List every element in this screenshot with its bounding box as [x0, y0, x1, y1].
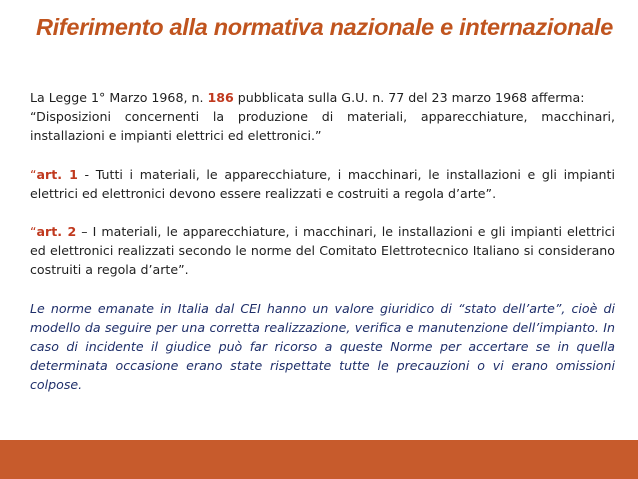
law-number: 186 — [207, 90, 234, 105]
article-1-text: - Tutti i materiali, le apparecchiature, i macchinari, le installazioni e gli impianti elettrici ed elettronici devono essere realizzati e costruiti a regola d’arte”. — [30, 166, 615, 201]
article-2-text: – I materiali, le apparecchiature, i macchinari, le installazioni e gli impianti elettrici ed elettronici realizzati secondo le norme del Comitato Elettrotecnico Italiano si considerano costruiti a regola d’arte”. — [30, 224, 615, 278]
law-title-quote: “Disposizioni concernenti la produzione di materiali, apparecchiature, macchinari, installazioni e impianti elettrici ed elettronici.” — [30, 109, 615, 144]
slide-title: Riferimento alla normativa nazionale e internazionale — [36, 14, 613, 40]
article-2-open-quote: “ — [30, 224, 37, 240]
article-2-paragraph — [30, 222, 615, 280]
bottom-accent-bar — [0, 440, 638, 479]
law-intro-continuation: pubblicata sulla G.U. n. 77 del 23 marzo 1968 afferma: — [237, 90, 585, 105]
article-1-open-quote: “ — [30, 166, 37, 182]
article-1-paragraph — [30, 165, 615, 203]
slide-body — [30, 88, 615, 395]
article-2-label: art. 2 — [36, 224, 77, 240]
article-1-label: art. 1 — [36, 166, 78, 182]
law-intro-text: La Legge 1° Marzo 1968, n. — [30, 90, 204, 105]
cei-note-paragraph: Le norme emanate in Italia dal CEI hanno un valore giuridico di “stato dell’arte”, cioè di modello da seguire per una corretta realizzazione, verifica e manutenzione dell’impianto. In caso di incidente il giudice può far ricorso a queste Norme per accertare se in quella determinata occasione erano state rispettate tutte le precauzioni o vi erano omissioni colpose. — [30, 300, 615, 393]
law-intro-paragraph — [30, 88, 615, 146]
